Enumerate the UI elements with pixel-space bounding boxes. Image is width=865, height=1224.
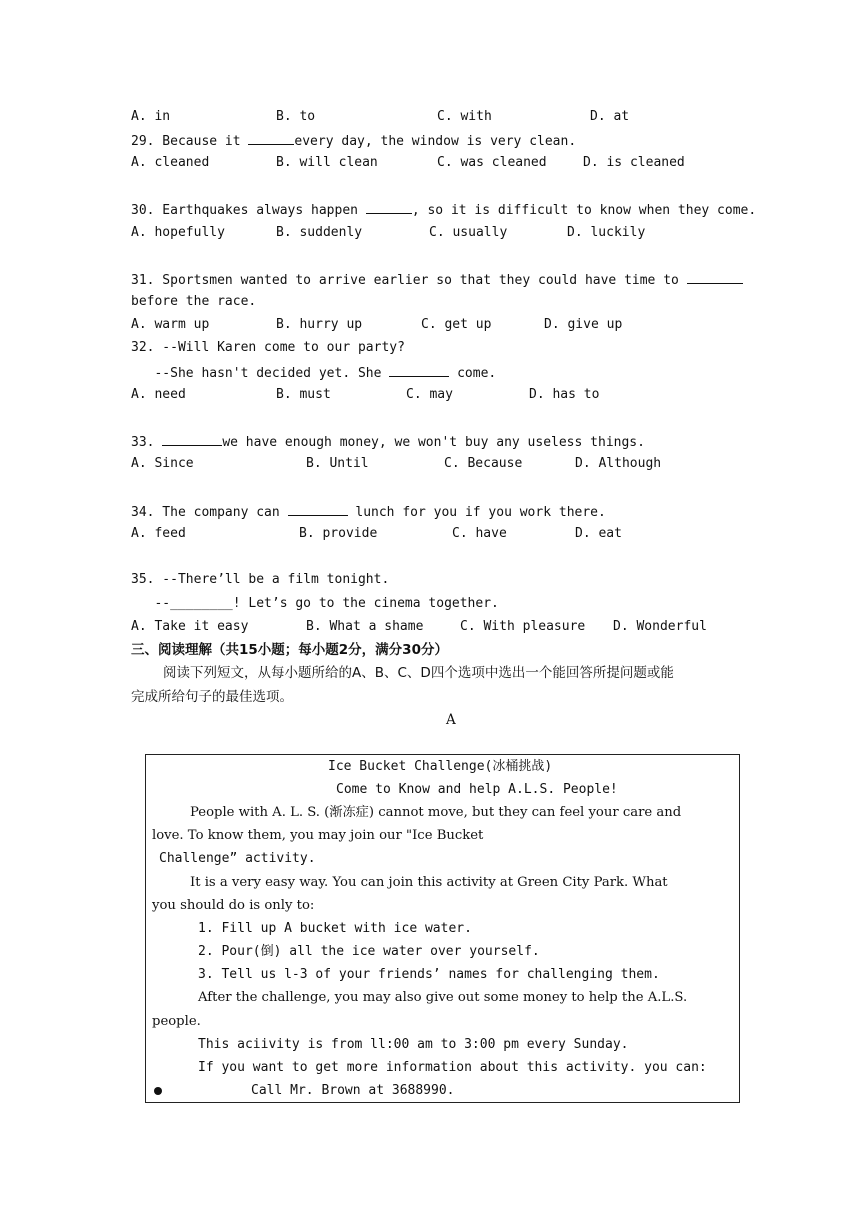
notice-paragraph-1-line2: love. To know them, you may join our "Ice Bucket (152, 828, 484, 843)
q29-option-c[interactable]: C. was cleaned (437, 155, 547, 170)
q29-option-d[interactable]: D. is cleaned (583, 155, 685, 170)
q30-stem (131, 201, 756, 219)
notice-subtitle: Come to Know and help A.L.S. People! (336, 782, 618, 797)
q32-option-d[interactable]: D. has to (529, 387, 600, 402)
q29-option-b[interactable]: B. will clean (276, 155, 378, 170)
q31-option-b[interactable]: B. hurry up (276, 317, 363, 332)
q29-stem-start: 29. Because it (131, 134, 249, 149)
q35-response: --________! Let’s go to the cinema together. (131, 596, 499, 611)
q28-option-b[interactable]: B. to (276, 109, 316, 124)
q31-blank[interactable] (687, 271, 743, 284)
section-instruction-line2: 完成所给句子的最佳选项。 (131, 689, 293, 705)
notice-paragraph-2: It is a very easy way. You can join this activity at Green City Park. What (190, 875, 668, 890)
notice-time: This aciivity is from ll:00 am to 3:00 pm every Sunday. (198, 1037, 629, 1052)
notice-step-3: 3. Tell us l-3 of your friends’ names for challenging them. (198, 967, 660, 982)
notice-info: If you want to get more information about this activity. you can: (198, 1060, 707, 1075)
notice-title: Ice Bucket Challenge(冰桶挑战) (328, 759, 553, 774)
notice-paragraph-1: People with A. L. S. (渐冻症) cannot move, but they can feel your care and (190, 805, 682, 820)
q29-option-a[interactable]: A. cleaned (131, 155, 210, 170)
notice-paragraph-1-line3: Challenge” activity. (159, 851, 316, 866)
q30-blank[interactable] (366, 201, 412, 214)
q34-stem (131, 503, 606, 521)
q30-stem-start: 30. Earthquakes always happen (131, 203, 366, 218)
q31-option-a[interactable]: A. warm up (131, 317, 210, 332)
section-instruction: 阅读下列短文，从每小题所给的A、B、C、D四个选项中选出一个能回答所提问题或能 (163, 665, 674, 681)
bullet-icon (154, 1087, 162, 1095)
q30-option-d[interactable]: D. luckily (567, 225, 646, 240)
q32-stem: 32. --Will Karen come to our party? (131, 340, 405, 355)
q34-option-c[interactable]: C. have (452, 526, 507, 541)
q30-option-a[interactable]: A. hopefully (131, 225, 225, 240)
q33-stem-start: 33. (131, 435, 163, 450)
q32-response-end: come. (449, 366, 497, 381)
notice-paragraph-3: After the challenge, you may also give out some money to help the A.L.S. (198, 990, 688, 1005)
q30-option-c[interactable]: C. usually (429, 225, 508, 240)
q32-option-a[interactable]: A. need (131, 387, 186, 402)
q34-option-a[interactable]: A. feed (131, 526, 186, 541)
q33-option-d[interactable]: D. Although (575, 456, 662, 471)
q33-option-b[interactable]: B. Until (306, 456, 369, 471)
q33-blank[interactable] (162, 433, 222, 446)
q32-blank[interactable] (389, 364, 449, 377)
notice-contact: Call Mr. Brown at 3688990. (251, 1083, 455, 1098)
q35-option-d[interactable]: D. Wonderful (613, 619, 707, 634)
q28-option-c[interactable]: C. with (437, 109, 492, 124)
q29-stem-end: every day, the window is very clean. (294, 134, 577, 149)
notice-paragraph-2-line2: you should do is only to: (152, 898, 315, 913)
q28-option-a[interactable]: A. in (131, 109, 171, 124)
q31-stem-line2: before the race. (131, 294, 257, 309)
q31-stem (131, 271, 743, 289)
notice-step-1: 1. Fill up A bucket with ice water. (198, 921, 472, 936)
q32-response (131, 364, 496, 382)
q34-option-d[interactable]: D. eat (575, 526, 622, 541)
q31-option-d[interactable]: D. give up (544, 317, 623, 332)
q34-stem-end: lunch for you if you work there. (347, 505, 606, 520)
q30-option-b[interactable]: B. suddenly (276, 225, 363, 240)
q30-stem-end: , so it is difficult to know when they come. (411, 203, 757, 218)
notice-step-2: 2. Pour(倒) all the ice water over yourself. (198, 944, 540, 959)
q33-option-a[interactable]: A. Since (131, 456, 194, 471)
q32-option-c[interactable]: C. may (406, 387, 453, 402)
q34-stem-start: 34. The company can (131, 505, 288, 520)
q29-blank[interactable] (248, 132, 294, 145)
q34-blank[interactable] (288, 503, 348, 516)
q34-option-b[interactable]: B. provide (299, 526, 378, 541)
q31-stem-start: 31. Sportsmen wanted to arrive earlier so that they could have time to (131, 273, 687, 288)
q32-option-b[interactable]: B. must (276, 387, 331, 402)
notice-paragraph-3-line2: people. (152, 1014, 201, 1029)
section-heading: 三、阅读理解（共15小题；每小题2分，满分30分） (131, 642, 448, 658)
q33-stem-end: we have enough money, we won't buy any useless things. (222, 435, 645, 450)
q35-stem: 35. --There’ll be a film tonight. (131, 572, 390, 587)
q33-option-c[interactable]: C. Because (444, 456, 523, 471)
q29-stem (131, 132, 576, 150)
q35-option-a[interactable]: A. Take it easy (131, 619, 249, 634)
q35-option-b[interactable]: B. What a shame (306, 619, 424, 634)
q28-option-d[interactable]: D. at (590, 109, 630, 124)
passage-letter: A (446, 712, 456, 728)
q32-response-start: --She hasn't decided yet. She (131, 366, 390, 381)
q33-stem (131, 433, 645, 451)
q35-option-c[interactable]: C. With pleasure (460, 619, 586, 634)
q31-option-c[interactable]: C. get up (421, 317, 492, 332)
